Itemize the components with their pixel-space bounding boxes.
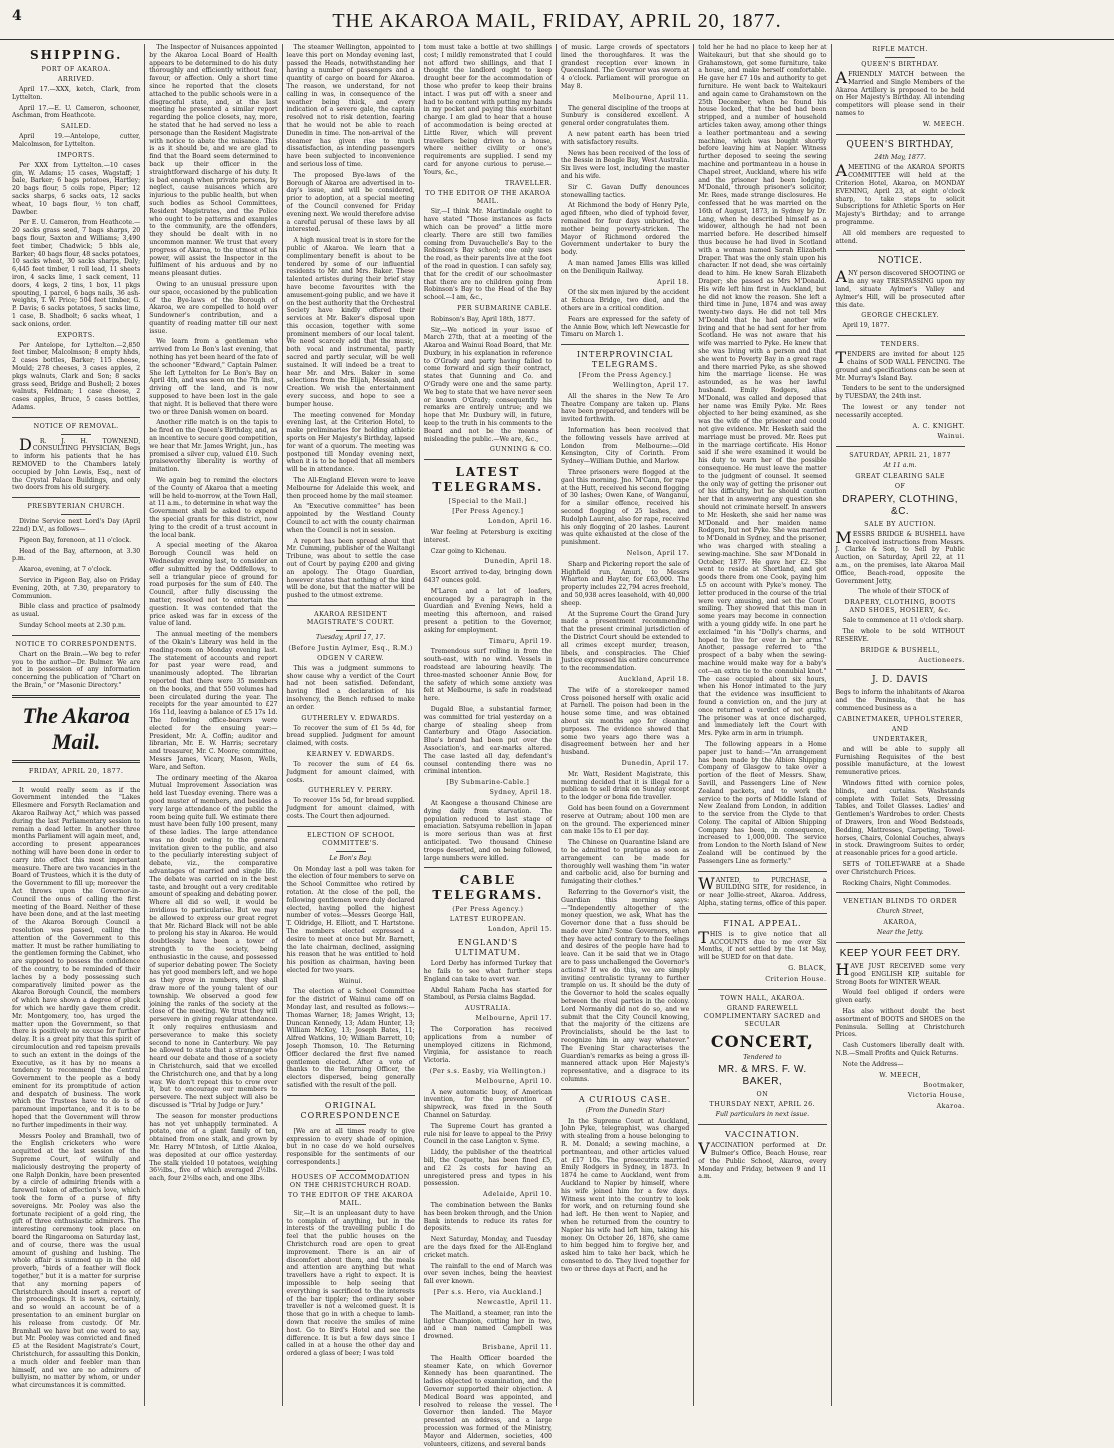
telegram: The wife of a storekeeper named Cross poisoned herself with oxalic acid at Parnell. The poison had been in the house some time, and was obtained about six months ago for cleaning purposes. The evidence showed that some two years ago there was a disagreement between her and her husband. [561, 686, 690, 757]
short-rule [61, 434, 91, 435]
curious-case-source: (From the Dunedin Star) [585, 1106, 665, 1114]
final-appeal-body: THIS is to give notice that all ACCOUNTS due to me over Six Months, if not settled by the 1st May, will be SUED for on that date. [698, 927, 827, 962]
latest-telegrams-heading: LATEST TELEGRAMS. [432, 465, 544, 495]
signature: Akaroa. [936, 1103, 965, 1111]
cabinetmaker: CABINETMAKER, UPHOLSTERER, [836, 715, 964, 723]
telegram-source: [Per s.s. Hero, via Auckland.] [433, 1289, 542, 1297]
telegram: of music. Large crowds of spectators lined the thoroughfares. It was the grandest reception ever known in Queensland. The Governor was sworn at 4 o'clock. Parliament will prorogue on May 8. [561, 44, 690, 90]
telegram: Sir C. Gavan Duffy denounces stonewalling tactics. [561, 183, 690, 199]
rm-court-before: (Before Justin Aylmer, Esq., R.M.) [288, 644, 413, 652]
article: The All-England Eleven were to leave Melbourne for Adelaide this week, and then proceed home by the mail steamer. [286, 477, 415, 500]
cable-telegrams-heading: CABLE TELEGRAMS. [432, 873, 544, 903]
case-body: To recover the sum of £1 5s 4d, for bread supplied. Judgment for amount claimed, with costs. [286, 724, 415, 748]
telegram: The Chinese on Quarantine Island are to be admitted to pratique as soon as arrangement can be made for thoroughly well washing them "in water and carbolic acid, also for burning and fumigating their clothes." [561, 839, 690, 886]
sale-time: At 11 a.m. [883, 462, 917, 470]
telegram: The Corporation has received applications from a number of unemployed citizens in Richmond, Virginia, for assistance to reach Victoria. [423, 1025, 552, 1065]
telegram: News has been received of the loss of the Bessie in Beagle Bay, West Australia. Six lives were lost, including the master and his wife. [561, 149, 690, 180]
exports-heading: EXPORTS. [57, 331, 95, 339]
latest-european: LATEST EUROPEAN. [449, 916, 526, 924]
column-1 [8, 44, 145, 1406]
exports-1: Per Antelope, for Lyttelton.—2,850 feet timber, Malcolmson; 8 empty hhds, 2 cases bottles, Barker; 115 cheese, Mould; 278 cheeses, 3 cases apples, 2 pkgs walnuts, Clark and Son; 8 sacks grass seed, Bridge and Bushell; 2 boxes walnuts, Feldman; 1 case cheese, 2 cases apples, Bruce, 5 cases bottles, Adams. [12, 341, 141, 411]
vaccination-heading: VACCINATION. [724, 1130, 800, 1140]
columns [8, 44, 1106, 1448]
telegram: Escort arrived to-day, bringing down 6437 ounces gold. [423, 569, 552, 585]
near-jetty: Near the Jetty. [876, 929, 924, 937]
notice-signature: GEORGE CHECKLEY. [861, 312, 939, 320]
letter-body: Sir,—It is an unpleasant duty to have to complain of anything, but in the interests of the travelling public I do feel that the public houses on the Christchurch road are open to great improvement. There is an air of discomfort about them, and the meals and attention are anything but what travellers have a right to expect. It is impossible to help seeing that everything is sacrificed to the interests of the bar tippler; the ordinary sober traveller is not a welcomed guest. It is those that go in with a cheque to lamb-down that receive the smiles of mine host. Go to Bird's Hotel and see the difference. It is but a few days since I called in at a house the other day and ordered a glass of beer; I was told [286, 1209, 415, 1358]
feet-note: Note the Address— [842, 1060, 904, 1068]
dateline: Melbourne, April 17. [475, 1015, 552, 1023]
divider [836, 942, 965, 943]
case-body: To recover 15s 5d, for bread supplied. Judgment for amount claimed, with costs. The Court then adjourned. [286, 797, 415, 820]
feet-body: Has also without doubt the best assortment of BOOTS and SHOES on the Peninsula. Selling at Christchurch Prices. [835, 1007, 965, 1039]
original-correspondence-heading: ORIGINAL CORRESPONDENCE [300, 1100, 401, 1120]
short-rule [885, 57, 915, 58]
concert-particulars: Full particulars in next issue. [715, 1111, 810, 1119]
telegram: At Kaongese a thousand Chinese are dying daily from starvation. The population reduced to last stage of emaciation. Satsyuma rebellion in Japan is more serious than was at first anticipated. Two thousand Chinese troops deserted, and on being followed, large numbers were killed. [423, 799, 552, 862]
telegram: Information has been received that the following vessels have arrived at London from Melbourne:—Old Kensington, City of Corinth. From Sydney—William Duthie, and Marlow. [561, 427, 690, 466]
telegram: The combination between the Banks has been broken through, and the Union Bank intends to reduce its rates for deposits. [423, 1202, 552, 1233]
bb-whole: The whole of their STOCK of [858, 588, 949, 596]
correspondents-body: Chart on the Brain.—We beg to refer you to the author—Dr. Bulmer. We are not in possession of any information concerning the publication of "Chart on the Brain," or "Masonic Directory." [12, 650, 141, 690]
letter-body: Sir,—We noticed in your issue of March 27th, that at a meeting of the Akaroa and Wainui Road Board, that Mr. Duxbury, in his explanation in reference to O'Grady and party having failed to come forward and sign their contract, states that Gunning and Co. and O'Grady were one and the same party. We beg to state that we have never seen or known O'Grady; consequently his remarks are entirely untrue; and we hope that Mr. Duxbury will, in future, keep to the truth in his comments to the Board and not be the means of misleading the public.—We are, &c., [423, 326, 552, 443]
rifle-heading: RIFLE MATCH. [872, 46, 928, 53]
dateline: Wellington, April 17. [612, 382, 690, 390]
divider [287, 826, 415, 827]
qb-body: AMEETING of the AKAROA SPORTS COMMITTEE will held at the Criterion Hotel, Akaroa, on MONDAY EVENING, April 23, at eight o'clock sharp, to take steps to solicit Subscriptions for Athletic Sports on Her Majesty's Birthday; and to arrange programme. [835, 161, 965, 226]
dateline: Dunedin, April 17. [621, 759, 690, 767]
editorial-2: Messrs Pooley and Bramhall, two of the English cricketers who were acquitted at the last session of the Supreme Court, of wilfully and maliciously destroying the property of one Ralph Donkin, have been presented by a circle of admiring friends with a farewell token of affection's love, which took the form of a purse of fifty sovereigns. Mr. Pooley was also the fortunate recipient of a gold ring, the gift of three enthusiastic admirers. The interesting ceremony took place on board the Ringarooma on Saturday last, and of course, there was the usual amount of gushing and lushing. The whole affair is summed up in the old proverb, "birds of a feather will flock together," but it is a matter for surprise that any morning papers of Christchurch should insert a report of the proceedings. It is news, certainly, and so would an account be of a presentation to an eminent burglar on his release from custody. Of Mr. Bramhall we have but one word to say, but Mr. Pooley was convicted and fined £5 at the Resident Magistrate's Court, Christchurch, for assaulting this Donkin, a much older and feebler man than himself, and we are no admirers of bullyism, no matter by whom, or under what circumstances it is committed. [12, 1132, 141, 1390]
divider [698, 989, 826, 990]
letter-dateline: Robinson's Bay, April 18th, 1877. [430, 315, 535, 323]
column-5 [557, 44, 694, 1406]
drapery-heading: DRAPERY, CLOTHING, &C. [842, 493, 959, 517]
sailed-heading: SAILED. [60, 123, 92, 131]
signature: PER SUBMARINE CABLE. [457, 304, 552, 312]
dateline: Auckland, April 18. [618, 675, 690, 683]
dateline: London, April 15. [487, 926, 552, 934]
telegram: A new automatic buoy, of American invention, for the prevention of shipwreck, was fixed in the South Channel on Saturday. [423, 1088, 552, 1120]
bb-signature: BRIDGE & BUSHELL, [860, 646, 940, 654]
to-editor: TO THE EDITOR OF THE AKAROA MAIL. [425, 190, 551, 206]
telegram: The Health Officer boarded the steamer Kate, on which Governor Kennedy has been quarantined. The ladies objected to examination, and the Governor supported their objection. A Medical Board was appointed, and resolved to release the vessel. The Governor then landed. The Mayor presented an address, and a large procession was formed of the Ministry, Mayor and Aldermen, societies, 400 volunteers, citizens, and several bands [423, 1354, 552, 1448]
election-sub: Wainui. [338, 977, 363, 985]
column-3 [283, 44, 420, 1406]
arrival-1: April 17.—XXX, ketch, Clark, from Lyttelton. [12, 86, 141, 101]
signature: Victoria House, [907, 1092, 965, 1100]
qb-body: All old members are requested to attend. [835, 229, 965, 245]
telegram: Referring to the Governor's visit, the Guardian this morning says:—"Independently altogether of the money question, we ask, What has the Governor done that a fuss should be made over him? Some Governors, when they have acted contrary to the feelings and desires of the people have had to leave. Can it be said that we in Otago are to pass unchallenged the Governor's actions? If we do this, we are simply inviting centralistic tyranny to further trample on us. It should be the duty of the Governor to hold the scales equally between the rival parties in the colony. Lord Normanby did not do so, and we submit that the City Council knowing, that the majority of the citizens are Provincialists, should be the last to recognize him in any way whatever." The Evening Star characterises the Guardian's remarks as being a gross ill-mannered attack upon Her Majesty's representative, and a disgrace to its columns. [561, 888, 690, 1084]
sale-date: SATURDAY, APRIL 21, 1877 [849, 452, 951, 460]
divider [287, 605, 415, 606]
article: We again beg to remind the electors of the County of Akaroa that a meeting will be held to-morrow, at the Town Hall, at 11 a.m., to determine in what way the Government shall be asked to expend the special grants for this district, now lying to the credit of a trust account in the local bank. [149, 477, 278, 539]
arrived-heading: ARRIVED. [57, 76, 95, 83]
article: Another rifle match is on the tapis to be fired on the Queen's Birthday, and, as an incentive to secure good competition, we hear that Mr. James Wright, jun., has promised a silver cup, valued £10. Such praiseworthy liberality is worthy of imitation. [149, 419, 278, 474]
queens-heading: QUEEN'S BIRTHDAY. [861, 61, 940, 68]
rm-court-date: Tuesday, April 17, 17. [315, 633, 386, 641]
short-rule [336, 630, 366, 631]
telegram-source: (Per s.s. Easby, via Wellington.) [429, 1067, 547, 1075]
arrival-2: April 17.—E. U. Cameron, schooner, Aschman, from Heathcote. [12, 104, 141, 120]
davis-body: Begs to inform the inhabitants of Akaroa and the Peninsula, that he has commenced business as a [835, 689, 965, 713]
divider [12, 635, 140, 636]
signature: A. C. KNIGHT. [912, 422, 965, 430]
feet-body: HAVE JUST RECEIVED some very good ENGLISH KIP, suitable for Strong Boots for WINTER WEAR. [835, 959, 965, 986]
signature: Auctioneers. [918, 656, 965, 664]
port-heading: PORT OF AKAROA. [41, 66, 111, 73]
rm-court-heading: AKAROA RESIDENT MAGISTRATE'S COURT. [306, 610, 395, 626]
bb-commence: Sale to commence at 11 o'clock sharp. [842, 617, 964, 625]
case-title: GUTHERLEY V. PERRY. [308, 787, 393, 795]
telegram: Next Saturday, Monday, and Tuesday are the days fixed for the All-England cricket match. [423, 1236, 552, 1259]
presby-line: Head of the Bay, afternoon, at 3.30 p.m. [12, 547, 141, 563]
shipping-heading: SHIPPING. [30, 48, 123, 62]
concert-title: CONCERT, [710, 1031, 814, 1051]
telegram: The Supreme Court has granted a rule nisi for leave to appeal to the Privy Council in the case Langton v. Syme. [423, 1122, 552, 1146]
article: Owing to an unusual pressure upon our space, occasioned by the publication of the Bye-laws of the Borough of Akaroa, we are compelled to hold over Sundowner's contribution, and a quantity of reading matter till our next issue. [149, 280, 278, 335]
article: We learn from a gentleman who arrived from Le Bon's last evening, that nothing has yet been heard of the fate of the schooner "Edward," Captain Palmer. She left Lyttelton for Le Bon's Bay on April 4th, and was seen on the 7th inst., driving off the land, and is now supposed to have been lost in the gale that night. It is believed that there were two or three Danish women on board. [149, 338, 278, 416]
telegram: All the shares in the New Te Aro Theatre Company are taken up. Plans have been prepared, and tenders will be invited forthwith. [561, 392, 690, 424]
tenders-heading: TENDERS. [880, 341, 920, 349]
tenders-body: TENDERS are invited for about 125 chains of SOD WALL FENCING. The ground and specifications can be seen at Mr. Murray's Island Bay. [835, 348, 965, 382]
election-body: On Monday last a poll was taken for the election of four members to serve on the School Committee who retired by rotation. At the close of the poll, the following gentlemen were duly declared elected, having polled the highest number of votes:—Messrs George Hall, T. Oldridge, H. Elliott, and T. Hartstone. The members elected expressed a desire to meet at once but Mr. Barnett, the late chairman, declined, assigning his reason that he was entitled to hold his position as chairman, having been elected for two years. [286, 865, 415, 974]
meech-signature: W. MEECH, [879, 1071, 922, 1079]
article: A high musical treat is in store for the public of Akaroa. We learn that a complimentary benefit is about to be tendered by some of our influential residents to Mr. and Mrs. Baker. These talented artistes during their brief stay have become favourites with the amusement-going public, and we have it on the best authority that the Orchestral Society have kindly offered their services at Mr. Baker's disposal upon this occasion, together with some prominent members of our local talent. We need scarcely add that the music, both vocal and instrumental, partly sacred and partly secular, will be well sustained. It will indeed be a treat to hear Mr. and Mrs. Baker in some selections from the Elijah, Messiah, and Creation. We wish the entertainment every success, and hope to see a bumper house. [286, 237, 415, 408]
election-sub: Le Bon's Bay. [329, 854, 372, 862]
imports-1: Per XXX from Lyttelton.—10 cases gin, W. Adams; 15 cases, Wagstaff; 1 bale, Barker; 6 bags potatoes, Hartley; 20 bags flour, 5 coils rope, Piper; 12 sacks sharps, 6 sacks oats, 12 sacks wheat, 10 bags flour, ½ ton chaff, Dawber. [12, 161, 141, 216]
presby-line: Pigeon Bay, forenoon, at 11 o'clock. [19, 536, 132, 544]
telegram-source: [Special to the Mail.] [448, 498, 527, 506]
davis-body: Windows fitted with cornice poles, blinds, and curtains. Washstands complete with Toilet Sets, Dressing Tables, and Toilet Glasses. Ladies' and Gentlemen's Wardrobes to order. Chests of Drawers, Iron and Wood Bedsteads, Bedding, Mattresses, Carpeting, Towel-horses, Chairs, Colonial Couches, always in stock. Drawingroom Suites to order, at reasonable prices for a good article. [835, 780, 965, 858]
double-rule [12, 760, 140, 763]
telegram-source: [Per Press Agency.] [452, 508, 524, 516]
auction-text: SALE BY AUCTION. [864, 520, 937, 528]
dateline: April 18. [657, 278, 690, 286]
clearing-sale: GREAT CLEARING SALE [855, 472, 946, 480]
article: The annual meeting of the members of the Okain's Library was held in the reading-room on Monday evening last. The statement of accounts and report for past year were read, and unanimously adopted. The librarian reported that there were 35 members on the books, and that 550 volumes had been circulated during the year. The receipts for the year amounted to £27 16s 11d, leaving a balance of £5 17s 1d. The following office-bearers were elected for the ensuing year:—President, Mr. A. Coffin; auditor and librarian, Mr. E. W. Harris; secretary and treasurer, Mr. C. Moore; committee, Messrs James, Vicary, Mason, Wells, Ware, and Sefton. [149, 631, 278, 771]
church-street: Church Street, [876, 908, 924, 916]
australia-heading: AUSTRALIA. [464, 1005, 511, 1013]
column-7 [832, 44, 969, 1406]
telegram: Three prisoners were flogged at the gaol this morning. Jno. M'Cann, for rape at the Hutt, received his second flogging of 30 lashes; Owen Kane, of Wanganui, for a similar offence, received his second flogging of 25 lashes, and Rudolph Laurent, also for rape, received his only flogging of 20 lashes. Laurent was quite exhausted at the close of the punishment. [561, 469, 690, 547]
correspondence-note: [We are at all times ready to give expression to every shade of opinion, but in no case do we hold ourselves responsible for the sentiments of our correspondents.] [286, 1127, 415, 1167]
divider [836, 335, 965, 336]
of-text: OF [894, 482, 906, 490]
signature: Wainui. [937, 433, 965, 441]
double-rule [12, 695, 140, 698]
divider [698, 871, 826, 872]
divider [836, 446, 965, 447]
davis-body: and will be able to supply all Furnishing Requisites of the best possible manufacture, at the lowest remunerative prices. [835, 745, 965, 777]
davis-heading: J. D. DAVIS [872, 675, 929, 686]
imports-2: Per E. U. Cameron, from Heathcote.—20 sacks grass seed, 7 bags sharps, 20 bags flour, Saxton and Williams; 3,490 feet timber, Chadwick; 5 bbls ale, Barker; 40 bags flour, 48 sacks potatoes, 10 sacks wheat, 30 sacks sharps, Daly; 6,445 feet timber, 1 roll lead, 11 sheets iron, 4 sacks lime, 1 sack cement, 11 doors, 4 kegs, 2 tins, 1 box, 11 pkgs spouting, 1 parcel, 6 bags nails, 36 ash-weights, T. W. Price; 504 feet timber, G. P. Davis; 6 sacks potatoes, 5 sacks lime, 1 case, B. Shadbolt; 6 sacks wheat, 1 sack onions, order. [12, 219, 141, 328]
dateline: Brisbane, April 11. [482, 1344, 552, 1351]
qb-heading: QUEEN'S BIRTHDAY, [846, 139, 954, 150]
bb-body: MESSRS BRIDGE & BUSHELL have received instructions from Messrs. J. Clarke & Son, to Sell by Public Auction, on Saturday, April 22, at 11 a.m., on the premises, late Akaroa Mail Office, Beach-road, opposite the Government Jetty, [835, 527, 965, 585]
dateline: Melbourne, April 11. [612, 93, 690, 101]
dateline: Nelson, April 17. [626, 550, 690, 558]
feet-body: Would feel obliged if orders were given early. [835, 989, 965, 1005]
column-6 [694, 44, 831, 1406]
election-heading: ELECTION OF SCHOOL COMMITTEE'S. [307, 831, 395, 847]
telegram: Tremendous surf rolling in from the south-east, with no wind. Vessels in roadstead are labouring heavily. The three-masted schooner Annie Bow, for the safety of which some anxiety was felt at Melbourne, is safe in roadstead here. [423, 648, 552, 703]
short-rule [336, 851, 366, 852]
telegram: The general discipline of the troops at Sunbury is considered excellent. A general order congratulates them. [561, 104, 690, 128]
tendered-to: Tendered to [743, 1053, 782, 1061]
davis-body: Rocking Chairs, Night Commodes. [842, 879, 951, 887]
baker-name: MR. & MRS. F. W. BAKER, [718, 1064, 807, 1088]
presby-line: Service in Pigeon Bay, also on Friday Evening, 20th, at 7.30, preparatory to Communion. [12, 577, 141, 600]
article: In the Supreme Court at Auckland, John Pyke, telegraphist, was charged with stealing from a house belonging to R. M. Donald; a sewing machine, a portmanteau, and other articles valued at £17 10s. The prosecutrix married Emily Rodgers in Sydney, in 1873. In 1874 he came to Auckland, went from Auckland to Napier by himself, where his wife joined him for a few days. Witness went into the country to look for work, and on returning found she had left. He then went to Napier, and when he returned from the country to Napier his wife had left him, taking his money. On October 26, 1876, she came to him begged him to forgive her, and asked him to take her back, which he consented to do. They lived together for two or three days at Pacri, and he [561, 1117, 690, 1273]
editorial-1: It would really seem as if the Government intended the "Lakes Ellesmere and Forsyth Reclamation and Akaroa Railway Act," which was passed during the last Parliamentary session to remain a dead letter. In another three months Parliament will again meet, and, according to present appearances nothing will have been done in order to carry into effect this most important measure. There are two vacancies in the Board of Trustees, which it is the duty of the Government to fill up; moreover the Act throws upon the Governor-in-Council the onus of calling the first meeting of the Board. Neither of these have been done, and at the last meeting of the Akaroa Borough Council a resolution was passed, calling the attention of the Government to this matter. It must be rather humiliating to the gentlemen forming the Cabinet, who are supposed to possess the confidence of the country, to be reminded of their laches by a body possessing such comparatively limited power as the Akaroa Borough Council, the members of which have shown a degree of pluck for which we hardly gave them credit. Mr. Montgomery, too, has urged the matter upon the Government, so that there is positively no excuse for further delay. It is a great pity that this spirit of circumlocution and red tapeism prevails to such an extent in the doings of the Executive, as it has by no means a tendency to recommend the Central Government to the people as a body eminent for its promptitude of action and despatch of business. The work which the Trustees have to do is of paramount importance, and it is to be hoped that the Government will throw no further impediments in their way. [12, 786, 141, 1129]
sailed-1: April 19.—Antelope, cutter, Malcolmson, for Lyttelton. [12, 133, 141, 148]
divider [12, 497, 140, 498]
feet-heading: KEEP YOUR FEET DRY. [839, 947, 961, 959]
article: A report has been spread about that Mr. Cumming, publisher of the Waitangi Tribune, was about to settle the case out of Court by paying £200 and giving an apology. The Otago Guardian, however states that nothing of the kind will be done, but that the matter will be pushed to the utmost extreme. [286, 537, 415, 600]
divider [424, 867, 552, 868]
telegram: At the Supreme Court the Grand Jury made a presentment recommending that the present criminal jurisdiction of the District Court should be extended to all crimes except murder, treason, libels, and conspiracies. The Chief Justice expressed his entire concurrence to the recommendation. [561, 610, 690, 673]
dateline: Timaru, April 19. [488, 637, 552, 645]
short-rule [336, 1170, 366, 1171]
article: An "Executive committee" has been appointed by the Westland County Council to act with the county chairman when the Council is not in session. [286, 503, 415, 534]
concert-subtitle: GRAND FAREWELL COMPLIMENTARY SACRED and SECULAR [703, 1004, 821, 1028]
qb-date: 24th May, 1877. [874, 153, 926, 161]
undertaker: UNDERTAKER, [872, 735, 928, 743]
telegram: Abdul Raham Pacha has started for Stamboul, as Persia claims Bagdad. [423, 986, 552, 1002]
divider [12, 781, 140, 782]
correspondents-heading: NOTICE TO CORRESPONDENTS. [15, 640, 137, 648]
telegram: M'Laren and a lot of loafers, encouraged by a paragraph in the Guardian and Evening News, held a meeting this afternoon, and raised present a petition to the Governor, asking for employment. [423, 587, 552, 634]
paper-date: FRIDAY, APRIL 20, 1877. [28, 766, 124, 775]
vaccination-body: VACCINATION performed at Dr. Bulmer's Office, Beach House, rear of the Public School, Akaroa, every Monday and Friday, between 9 and 11 a.m. [698, 1139, 827, 1181]
telegram: The rainfall to the end of March was over seven inches, being the heaviest fall ever known. [423, 1262, 552, 1286]
feet-body: Cash Customers liberally dealt with. N.B.—Small Profits and Quick Returns. [835, 1042, 965, 1057]
paper-masthead: The Akaroa Mail. [22, 702, 130, 754]
case-title: KEARNEY V. EDWARDS. [306, 750, 395, 758]
wanted-advert: WANTED, to PURCHASE, a BUILDING SITE, for residence, in or near Jollie-street, Akaroa. Address, Alpha, stating terms, office of this paper. [698, 873, 827, 908]
presby-line: Divine Service next Lord's Day (April 22nd) D.V., as follows— [12, 518, 141, 534]
telegram: Gold has been found on a Government reserve at Outram; about 100 men are on the ground. The experienced miner can make 15s to £1 per day. [561, 804, 690, 836]
divider [287, 1095, 415, 1096]
telegram: Of the six men injured by the accident at Echuca Bridge, two died, and the others are in a critical condition. [561, 289, 690, 312]
venetian: VENETIAN BLINDS TO ORDER [843, 898, 958, 906]
dateline: Melbourne, April 10. [475, 1077, 552, 1085]
divider [836, 669, 965, 670]
imports-heading: IMPORTS. [57, 151, 95, 159]
notice-heading: NOTICE. [877, 256, 923, 267]
page-number: 4 [12, 8, 22, 24]
concert-date: THURSDAY NEXT, APRIL 26. [709, 1101, 816, 1109]
presbyterian-heading: PRESBYTERIAN CHURCH. [27, 503, 125, 511]
article: The ordinary meeting of the Akaroa Mutual Improvement Association was held last Tuesday evening. There was a good muster of members, and besides a very large attendance of the public the room being quite full. We estimate there must have been fully 100 present, many of these ladies. The large attendance was no doubt owing to the general invitation given to the public, and also to the peculiarly interesting subject of debate, viz., the comparative advantages of married and single life. The debate was carried on in the best taste, and brought out a very creditable amount of speaking and debating power. Where all did so well, it would be invidious to particularise. But we may be allowed to express our great regret that Mr. Richard Black will not be able to prolong his stay in Akaroa. He would doubtlessly have been a tower of strength to the society, being enthusiastic in the cause, and possessed of superior debating power. The Society has yet good members left, and we hope as they grow in numbers, they shall draw more of the young talent of our township. We observed a good few joining the ranks of the society at the close of the meeting. We trust they will persevere in giving regular attendance. It only requires enthusiasm and perseverance to make this society second to none in Canterbury. We pay be allowed to state that a stranger who heard our debate and those of a society in Christchurch, said that we excelled the Christchurch one, and that by a long way. We don't repeat this to crow over it, but to encourage our members to persevere. The next subject will also be discussed is "Trial by Judge or Jury." [149, 774, 278, 1109]
case-body: To recover the sum of £4 6s. Judgment for amount claimed, with costs. [286, 760, 415, 784]
akaroa: AKAROA, [883, 919, 917, 927]
signature: G. BLACK, [788, 965, 827, 973]
final-appeal-heading: FINAL APPEAL. [723, 918, 802, 928]
telegram-source: (Per Press Agency.) [452, 906, 524, 914]
letter-body: Sir,—I think Mr. Martindale ought to have stated "Those instances as facts which can be proved" a little more clearly. There are still two families coming from Duvauchelle's Bay to the Robinson's Bay school; one only uses the road, as their parents live at the foot of the road in question. I can safely say, that for the credit of our schoolmaster that there are no children going from Robinson's Bay to the Head of the Bay school.—I am, &c., [423, 208, 552, 302]
telegram: Czar going to Kichenau. [430, 547, 507, 555]
article: The season for monster productions has not yet unhappily terminated. A potato, one of a giant family of ten, obtained from one stalk, and grown by Mr. Harry M'Intosh, of Little Akaloa, was deposited at our office yesterday. The stalk yielded 10 potatoes, weighing 36½lbs., five of which averaged 2½lbs. each, four 2½lbs each, and one 3lbs. [149, 1112, 278, 1183]
telegram-source: [From the Press Agency.] [578, 372, 672, 380]
telegram: A new patent earth has been tried with satisfactory results. [561, 130, 690, 146]
rifle-body: AFRIENDLY MATCH between the Married and Single Members of the Akaroa Artillery is proposed to be held on Her Majesty's Birthday. All intending competitors will please send in their names to [835, 68, 965, 117]
signature: TRAVELLER. [504, 179, 552, 187]
removal-body: DR. J. H. TOWNEND, CONSULTING PHYSICIAN, Begs to inform his patients that he has REMOVED to the Chambers lately occupied by John Lewis, Esq., next of the Crystal Palace Buildings, and only two doors from his old surgery. [12, 434, 141, 492]
signature: W. MEECH. [922, 120, 965, 128]
telegram: Fears are expressed for the safety of the Annie Bow, which left Newcastle for Timaru on March 1. [561, 315, 690, 339]
article: The Inspector of Nuisances appointed by the Akaroa Local Board of Health appears to be determined to do his duty thoroughly and efficiently without fear, favour, or affection. Only a short time since he reported that the closets attached to the public schools were in a disgraceful state, and, at the last meeting he presented a similar report regarding the police closets, nay, more, he stated that he had served no less a personage than the Resident Magistrate with notice to abate the nuisance. This is as it should be, and we are glad to find that the Board seem determined to back up their officer in the straightforward discharge of his duty. It is bad enough when private persons, by neglect, cause nuisances which are injurious to the public health, but when such bodies as School Committees, Resident Magistrates, and the Police who ought to be patterns and examples to the community, are the offenders, they should be dealt with in no uncommon manner. We trust that every progress of Akaroa, to the utmost of his power, will assist the Inspector in the fulfilment of his arduous and by no means pleasant duties. [149, 44, 278, 278]
dateline: London, April 16. [487, 518, 552, 526]
divider [836, 250, 965, 251]
dateline: Dunedin, April 18. [484, 558, 552, 566]
notice-body: ANY person discovered SHOOTING or in any way TRESPASSING upon my land, situate Aylmer's Valley and Aylmer's Hill, will be prosecuted after this date. [835, 267, 965, 309]
telegram: Liddy, the publisher of the theatrical bill, the Coquette, has been fined £5, and £2 2s costs for having an unregistered press and types in his possession. [423, 1149, 552, 1188]
to-editor: TO THE EDITOR OF THE AKAROA MAIL. [288, 1191, 414, 1207]
bb-reserve: The whole to be sold WITHOUT RESERVE. [835, 628, 965, 643]
signature: GUNNING & CO. [489, 446, 552, 454]
masthead [0, 0, 1114, 40]
article: told her he had no place to keep her at Waitekauri, but that she should go to Grahamstown, get some furniture, take a house, and make herself comfortable. He gave her £7 10s and authority to get furniture. He went back to Waitekauri and again came to Grahamstown on the 25th December, when he found his house locked, that the bed had been stripped, and a number of household articles taken away, among other things a leather portmanteau and a sewing machine, which was bought shortly before leaving him at Napier. Witness further deposed to seeing the sewing machine and portmanteau in a house in Chapel street, Auckland, where his wife and the prisoner had been lodging. M'Donald, through prisoner's solicitor, Mr. Rees, made strange disclosures. He confessed that he was married on the 16th of August, 1873, in Sydney by Dr. Lang, when he described himself as a widower, although he had not been married before. He described himself thus because he had lived in Scotland with a woman named Sarah Elizabeth Draper. That was the only stain upon his character. If not dead, she was certainly dead to him. He knew Sarah Elizabeth Draper; she passed as Mrs M'Donald. His wife left him first in Auckland, but he did not know the reason. She left a third time in June, 1874 and was away twenty-two days. He did not tell Mrs M'Donald that he had another wife living and that he had sent for her from Scotland. He was not aware that his wife was married to Pyke. He knew that she was living with a person and that she went to Poverty Bay in a great rage and there married Pyke, as she showed him the marriage license. He was astounded, as he was her lawful husband. Emily Rodgers, alias M'Donald, was called and deposed that her name was Emily Pyke. Mr. Rees objected to her being examined, as she was the wife of the prisoner and could not give evidence. Mr. Hesketh said the marriage must be proved. Mr. Rees put in the marriage certificate. His Honor said if she were examined it would be his duty to warn her of the possible consequence. He must leave the matter to the judgment of counsel. It seemed the only way of getting the prisoner out of his difficulty, but he should caution her that in answering any question she should not criminate herself. In answers to Mr. Hesketh, she said her name was M'Donald and her maiden name Rodgers, but not Pyke. She was married to M'Donald in Sydney, and the prisoner, who was charged with stealing a sewing-machine. She saw M'Donald in October, 1877. He gave her £2. She went to reside at Shortland, and got goods there from one Cook, paying him L5 on account with Pyke's money. The letter produced in the course of the trial were very amusing, and set the Court smiling. They showed that this man in some years may become in connection with a young giddy wife. In one part he exclaimed "in his "Dolly's charms, and hoped to live for ever in her arms." Another, passage referred to "the prospect of a baby when the sewing-machine would make way for a baby's cot—an extra tie to the connubial knot." The case occupied about six hours, when his Honor intimated to the jury that the evidence was insufficient to found a conviction on, and the jury at once returned a verdict of not guilty. The prisoner was at once discharged, and immediately left the Court with Mrs. Pyke arm in arm in triumph. [698, 44, 827, 738]
article: The following appears in a Home paper just to hand:—"An arrangement has been made by the Albion Shipping Company of Glasgow to take over a portion of the fleet of Messrs. Shaw, Savill, and Passengers Line of New Zealand packets, and to work the service to the ports of Middle Island of New Zealand from London, in addition to the service from the Clyde to that Colony. The capital of Albion Shipping Company has been, in consequence, increased to 1,000,000. The service from London to the North Island of New Zealand will be continued by the Passengers Line as formerly." [698, 740, 827, 865]
ultimatum-heading: ENGLAND'S ULTIMATUM. [454, 938, 521, 958]
dateline: Adelaide, April 10. [483, 1191, 552, 1199]
and-text: AND [891, 725, 909, 733]
article: The proposed Bye-laws of the Borough of Akaroa are advertised in to-day's issue, and will be considered, prior to adoption, at a special meeting of the Council convened for Friday evening next. We would therefore advise a careful perusal of these laws by all interested. [286, 171, 415, 234]
newspaper-title: THE AKAROA MAIL, FRIDAY, APRIL 20, 1877. [332, 10, 782, 32]
houses-heading: HOUSES OF ACCOMMODATION ON THE CHRISTCHURCH ROAD. [289, 1173, 412, 1189]
case-title: ODGEN V CAREW. [317, 654, 385, 662]
divider [836, 134, 965, 135]
dateline: Sydney, April 18. [489, 789, 552, 797]
telegram: Sharp and Pickering report the sale of Highfield run, Amuri, to Messrs Wharton and Hayter, for £63,000. The property includes 22,794 acres freehold, and 50,938 acres leasehold, with 40,000 sheep. [561, 560, 690, 607]
article: A special meeting of the Akaroa Borough Council was held on Wednesday evening last, to consider an offer submitted by the Oddfellows, to sell a triangular piece of ground for road purposes for the sum of £40. The Council, after fully discussing the matter, resolved not to entertain the question. It was contended that the price asked was far in excess of the value of land. [149, 542, 278, 628]
tenders-body: The lowest or any tender not necessarily accepted. [835, 403, 965, 419]
divider [561, 344, 689, 345]
telegram: Lord Derby has informed Turkey that he fails to see what further steps England can take to avert war. [423, 960, 552, 983]
telegram: The Maitland, a steamer, ran into the lighter Champion, cutting her in two, and a man named Campbell was drowned. [423, 1309, 552, 1341]
article: The meeting convened for Monday evening last, at the Criterion Hotel, to make preliminaries for holding athletic sports on Her Majesty's Birthday, lapsed for want of a quorum. The meeting was postponed till Monday evening next, when it is to be hoped that all members will be in attendance. [286, 411, 415, 474]
article: The steamer Wellington, appointed to leave this port on Monday evening last, passed the Heads, notwithstanding her having a number of passengers and a quantity of cargo on board for Akaroa. The reason, we understand, for not calling in was, in consequence of the weather being thick, and every indication of a severe gale, the captain resolved not to risk detention, fearing that he would not be able to reach Dunedin in time. The non-arrival of the steamer has given rise to much dissatisfaction, as intending passengers have been subjected to inconvenience and serious loss of time. [286, 44, 415, 168]
presby-line: Sunday School meets at 2.30 p.m. [19, 622, 126, 630]
telegram: At Richmond the body of Henry Pyle, aged fifteen, who died of typhoid fever, remained for four days unburied, the mother being poverty-stricken. The Mayor of Richmond ordered the Government undertaker to bury the body. [561, 202, 690, 257]
signature: Criterion House. [765, 975, 827, 983]
telegram: War feeling at Petersburg is exciting interest. [423, 529, 552, 544]
divider [12, 417, 140, 418]
divider [561, 1089, 689, 1090]
notice-date: April 19, 1877. [842, 322, 890, 330]
case-title: GUTHERLEY V. EDWARDS. [301, 714, 400, 722]
curious-case-heading: A CURIOUS CASE. [578, 1094, 672, 1104]
dateline: Newcastle, April 11. [476, 1299, 552, 1307]
removal-heading: NOTICE OF REMOVAL. [33, 422, 119, 430]
presby-line: Bible class and practice of psalmody as usual. [12, 603, 141, 619]
davis-body: SETS of TOILET-WARE at a Shade over Christchurch Prices. [835, 861, 965, 876]
letter-body: tom must take a bottle at two shillings cost; I mildly remonstrated that I could not afford two shillings, and that I thought the landlord ought to keep draught beer for the accommodation of those who prefer to keep their brains intact. I was put off with a sneer and had to be content with putting my hands in my pocket and paying this exorbitant charge. I am glad to hear that a house of accommodation is being erected at Little River, which will prevent travellers being driven to a house, where neither civility or one's requirements are supplied. I send my card for anyone curious to peruse.—Yours, &c., [423, 44, 552, 176]
short-rule [61, 514, 91, 515]
election-body: The election of a School Committee for the district of Wainui came off on Monday last, and resulted as follows:—Thomas Warner, 18; James Wright, 13; Duncan Kennedy, 13; Adam Hunter, 13; William McKoy, 13; Joseph Bates, 11; Alfred Watkins, 10; William Barrett, 10; Joseph Thomson, 10. The Returning Officer declared the first five named gentlemen elected. After a vote of thanks to the Returning Officer, the electors dispersed, being generally satisfied with the result of the poll. [286, 988, 415, 1090]
divider [698, 1124, 826, 1125]
divider [424, 459, 552, 460]
town-hall-heading: TOWN HALL, AKAROA. [720, 994, 805, 1002]
bb-stock: DRAPERY, CLOTHING, BOOTS AND SHOES, HOSIERY, &c. [844, 599, 956, 615]
on-text: ON [756, 1091, 769, 1099]
divider [836, 892, 965, 893]
telegram: Mr. Watt, Resident Magistrate, this morning decided that it is illegal for a publican to sell drink on Sunday except to the lodger or bona fide traveller. [561, 770, 690, 802]
tenders-body: Tenders to be sent to the undersigned by TUESDAY, the 24th inst. [835, 385, 965, 401]
telegram: Dugald Blue, a substantial farmer, was committed for trial yesterday on a charge of stealing sheep from Canterbury and Otago Association. Blue's brand had been put over the Association's, and ear-marks altered. The case lasted all day, defendant's counsel contending there was no criminal intention. [423, 705, 552, 776]
short-rule [336, 1124, 366, 1125]
divider [698, 913, 826, 914]
signature: Bootmaker, [923, 1081, 965, 1089]
telegram: A man named James Ellis was killed on the Deniliquin Railway. [561, 259, 690, 275]
case-body: This was a judgment summons to show cause why a verdict of the Court had not been satisfied. Defendant, having filed a declaration of his insolvency, the Bench refused to make an order. [286, 664, 415, 711]
telegram-source: [By Submarine-Cable.] [446, 779, 530, 787]
interprovincial-heading: INTERPROVINCIAL TELEGRAMS. [576, 350, 674, 370]
column-4 [420, 44, 557, 1448]
column-2 [145, 44, 282, 1406]
presby-line: Akaroa, evening, at 7 o'clock. [19, 566, 112, 574]
